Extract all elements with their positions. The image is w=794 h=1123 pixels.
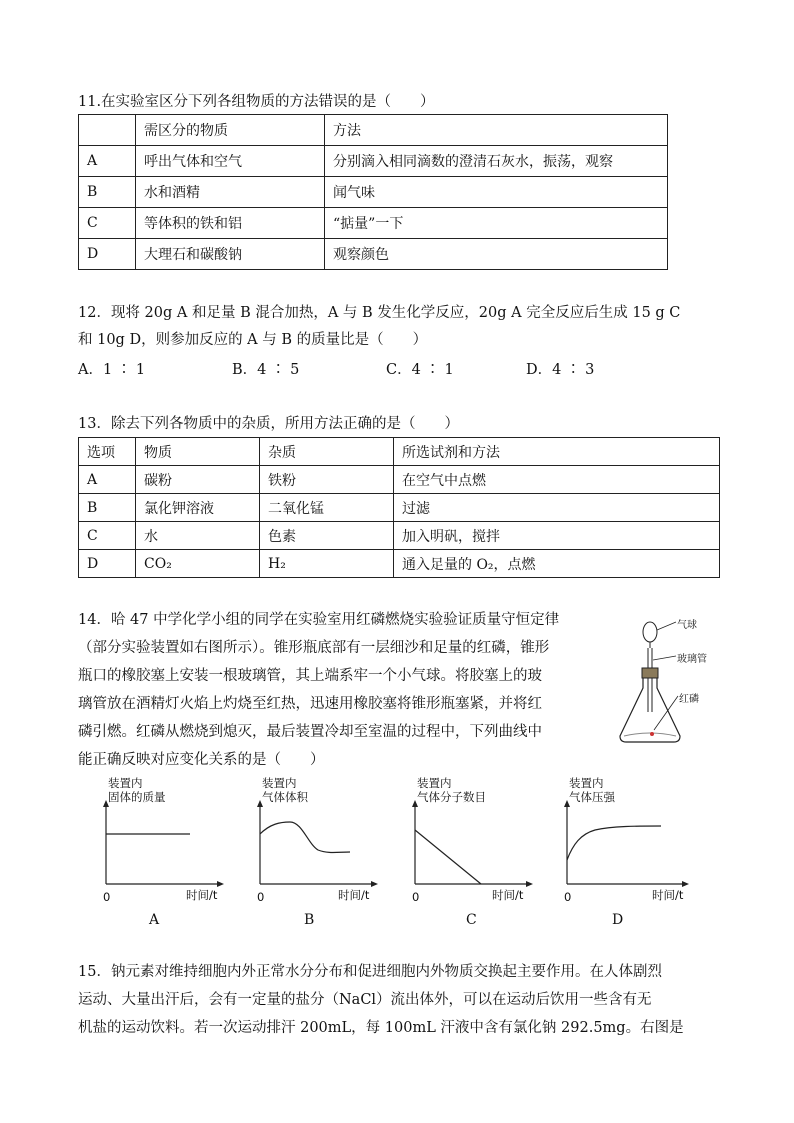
graph-d-plot (561, 800, 691, 890)
text-line: 能正确反映对应变化关系的是（ ） (78, 752, 325, 768)
graph-d-xlabel: 时间/t (652, 888, 684, 902)
graph-d-ylabel-1: 装置内 (569, 776, 604, 790)
table-cell: A (79, 146, 136, 177)
text-line: 磷引燃。红磷从燃烧到熄灭，最后装置冷却至室温的过程中，下列曲线中 (78, 724, 542, 740)
text-line: （部分实验装置如右图所示）。锥形瓶底部有一层细沙和足量的红磷，锥形 (78, 640, 550, 656)
q12-option-a: A．1 ∶ 1 (78, 362, 146, 378)
table-cell: H₂ (260, 550, 394, 578)
table-cell: 等体积的铁和铝 (136, 208, 325, 239)
table-cell: D (79, 239, 136, 270)
q11-stem: 11.在实验室区分下列各组物质的方法错误的是（ ） (78, 94, 435, 110)
graph-c-plot (409, 800, 534, 890)
table-cell: A (79, 466, 136, 494)
text-line: 瓶口的橡胶塞上安装一根玻璃管，其上端系牢一个小气球。将胶塞上的玻 (78, 668, 542, 684)
table-row (79, 466, 720, 494)
text-line: 15．钠元素对维持细胞内外正常水分分布和促进细胞内外物质交换起主要作用。在人体剧烈 (78, 964, 662, 980)
graph-c-origin: 0 (412, 890, 420, 904)
text-line: 14．哈 47 中学化学小组的同学在实验室用红磷燃烧实验验证质量守恒定律 (78, 612, 560, 628)
table-cell: 分别滴入相同滴数的澄清石灰水，振荡，观察 (325, 146, 668, 177)
graph-b-ylabel-1: 装置内 (262, 776, 297, 790)
table-cell: 呼出气体和空气 (136, 146, 325, 177)
graph-c-ylabel-2: 气体分子数目 (417, 790, 486, 804)
graph-a-ylabel-2: 固体的质量 (108, 790, 166, 804)
red-phosphorus-label: 红磷 (679, 694, 699, 705)
table-cell: 杂质 (260, 438, 394, 466)
graph-b-plot (254, 800, 379, 890)
table-cell: 物质 (136, 438, 260, 466)
table-cell: C (79, 208, 136, 239)
q13-stem: 13．除去下列各物质中的杂质，所用方法正确的是（ ） (78, 416, 459, 432)
graph-d-ylabel-2: 气体压强 (569, 790, 615, 804)
table-row (79, 522, 720, 550)
q15-text (78, 958, 718, 1042)
q13-table (78, 437, 720, 578)
graph-c-xlabel: 时间/t (492, 888, 524, 902)
red-phosphorus-shape (650, 732, 654, 736)
q12-option-b: B．4 ∶ 5 (232, 362, 300, 378)
graph-d-curve (567, 826, 661, 860)
glass-tube-label: 玻璃管 (677, 654, 707, 665)
table-cell: 在空气中点燃 (394, 466, 720, 494)
table-cell: 观察颜色 (325, 239, 668, 270)
table-cell: B (79, 177, 136, 208)
text-line: 机盐的运动饮料。若一次运动排汗 200mL，每 100mL 汗液中含有氯化钠 292.5mg。右图是 (78, 1020, 684, 1036)
graph-a-ylabel-1: 装置内 (108, 776, 143, 790)
graph-a-plot (100, 800, 225, 890)
table-cell: 方法 (325, 115, 668, 146)
table-cell: 铁粉 (260, 466, 394, 494)
graph-d-origin: 0 (564, 890, 572, 904)
graph-c-curve (415, 830, 481, 884)
q11-table (78, 114, 668, 270)
table-cell (79, 115, 136, 146)
table-cell: 所选试剂和方法 (394, 438, 720, 466)
flask-apparatus-figure (612, 612, 722, 752)
balloon-shape (643, 622, 657, 642)
graph-c-letter: C (466, 912, 477, 928)
graph-b-curve (260, 822, 350, 853)
table-cell: 氯化钾溶液 (136, 494, 260, 522)
q12-option-d: D．4 ∶ 3 (526, 362, 595, 378)
table-cell: 选项 (79, 438, 136, 466)
table-cell: 色素 (260, 522, 394, 550)
table-cell: C (79, 522, 136, 550)
q14-text (78, 606, 608, 774)
table-cell: 水 (136, 522, 260, 550)
graph-a-origin: 0 (103, 890, 111, 904)
graph-b-letter: B (304, 912, 315, 928)
q12-line-2: 和 10g D，则参加反应的 A 与 B 的质量比是（ ） (78, 332, 428, 348)
q12-option-c: C．4 ∶ 1 (386, 362, 454, 378)
table-cell: 通入足量的 O₂，点燃 (394, 550, 720, 578)
table-cell: 闻气味 (325, 177, 668, 208)
rubber-stopper-shape (642, 668, 658, 678)
table-cell: 加入明矾，搅拌 (394, 522, 720, 550)
balloon-label: 气球 (677, 620, 697, 631)
graph-b-ylabel-2: 气体体积 (262, 790, 308, 804)
table-row (79, 550, 720, 578)
table-row (79, 177, 668, 208)
table-row (79, 494, 720, 522)
table-row (79, 115, 668, 146)
graph-d-letter: D (612, 912, 624, 928)
table-row (79, 208, 668, 239)
table-cell: 大理石和碳酸钠 (136, 239, 325, 270)
table-cell: 二氧化锰 (260, 494, 394, 522)
table-cell: D (79, 550, 136, 578)
graph-a-letter: A (149, 912, 160, 928)
table-cell: 碳粉 (136, 466, 260, 494)
table-row (79, 438, 720, 466)
graph-a-xlabel: 时间/t (186, 888, 218, 902)
q12-line-1: 12．现将 20g A 和足量 B 混合加热，A 与 B 发生化学反应，20g A 完全反应后生成 15 g C (78, 305, 681, 321)
table-row (79, 146, 668, 177)
table-cell: 过滤 (394, 494, 720, 522)
graph-b-origin: 0 (257, 890, 265, 904)
text-line: 运动、大量出汗后，会有一定量的盐分（NaCl）流出体外，可以在运动后饮用一些含有无 (78, 992, 652, 1008)
graph-b-xlabel: 时间/t (338, 888, 370, 902)
table-cell: 需区分的物质 (136, 115, 325, 146)
table-cell: “掂量”一下 (325, 208, 668, 239)
table-cell: CO₂ (136, 550, 260, 578)
conical-flask-shape (620, 678, 680, 742)
table-cell: B (79, 494, 136, 522)
table-cell: 水和酒精 (136, 177, 325, 208)
text-line: 璃管放在酒精灯火焰上灼烧至红热，迅速用橡胶塞将锥形瓶塞紧，并将红 (78, 696, 542, 712)
table-row (79, 239, 668, 270)
graph-c-ylabel-1: 装置内 (417, 776, 452, 790)
